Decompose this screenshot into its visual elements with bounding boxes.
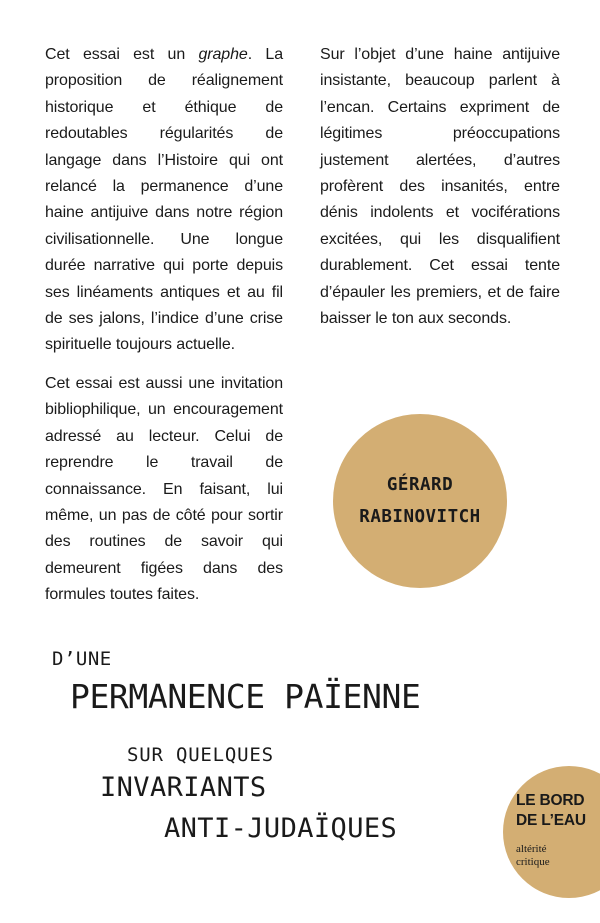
- publisher-name-line-2: DE L’EAU: [516, 812, 586, 829]
- collection-name-line-2: critique: [516, 856, 550, 868]
- subtitle-line-3: ANTI-JUDAÏQUES: [164, 813, 398, 844]
- back-cover-text-right: [320, 42, 560, 342]
- book-title: PERMANENCE PAÏENNE: [70, 677, 421, 716]
- subtitle-line-1: SUR QUELQUES: [127, 744, 274, 766]
- title-prefix: D’UNE: [52, 648, 112, 670]
- author-first-name: GÉRARD: [386, 475, 454, 495]
- collection-name-line-1: altérité: [516, 843, 547, 855]
- blurb-paragraph-1: [45, 42, 283, 359]
- blurb-text: Cet essai est un: [45, 46, 199, 63]
- blurb-paragraph-3: Sur l’objet d’une haine antijuive insistante, beaucoup parlent à l’encan. Certains expriment de légitimes préoccupations justement alertées, d’autres profèrent des insanités, entre dénis indolents et vociférations excitées, qui les disqualifient durablement. Cet essai tente d’épauler les premiers, et de faire baisser le ton aux seconds.: [320, 46, 560, 328]
- subtitle-line-2: INVARIANTS: [100, 772, 267, 803]
- publisher-name-line-1: LE BORD: [516, 792, 585, 809]
- blurb-emphasis: graphe: [198, 46, 248, 63]
- author-last-name: RABINOVITCH: [359, 507, 481, 527]
- author-badge: [333, 414, 507, 588]
- back-cover-text-left: [45, 42, 283, 619]
- blurb-text: . La proposition de réalignement historique et éthique de redoutables régularités de langage dans l’Histoire qui ont relancé la permanence d’une haine antijuive dans notre région civilisationnelle. Une longue durée narrative qui porte depuis ses linéaments antiques et au fil de ses jalons, l’indice d’une crise spirituelle toujours actuelle.: [45, 46, 283, 354]
- blurb-paragraph-2: Cet essai est aussi une invitation bibliophilique, un encouragement adressé au lecteur. Celui de reprendre le travail de connaissance. En faisant, lui même, un pas de côté pour sortir des routines de savoir qui demeurent figées dans des formules toutes faites.: [45, 374, 283, 604]
- publisher-logo: [503, 766, 600, 898]
